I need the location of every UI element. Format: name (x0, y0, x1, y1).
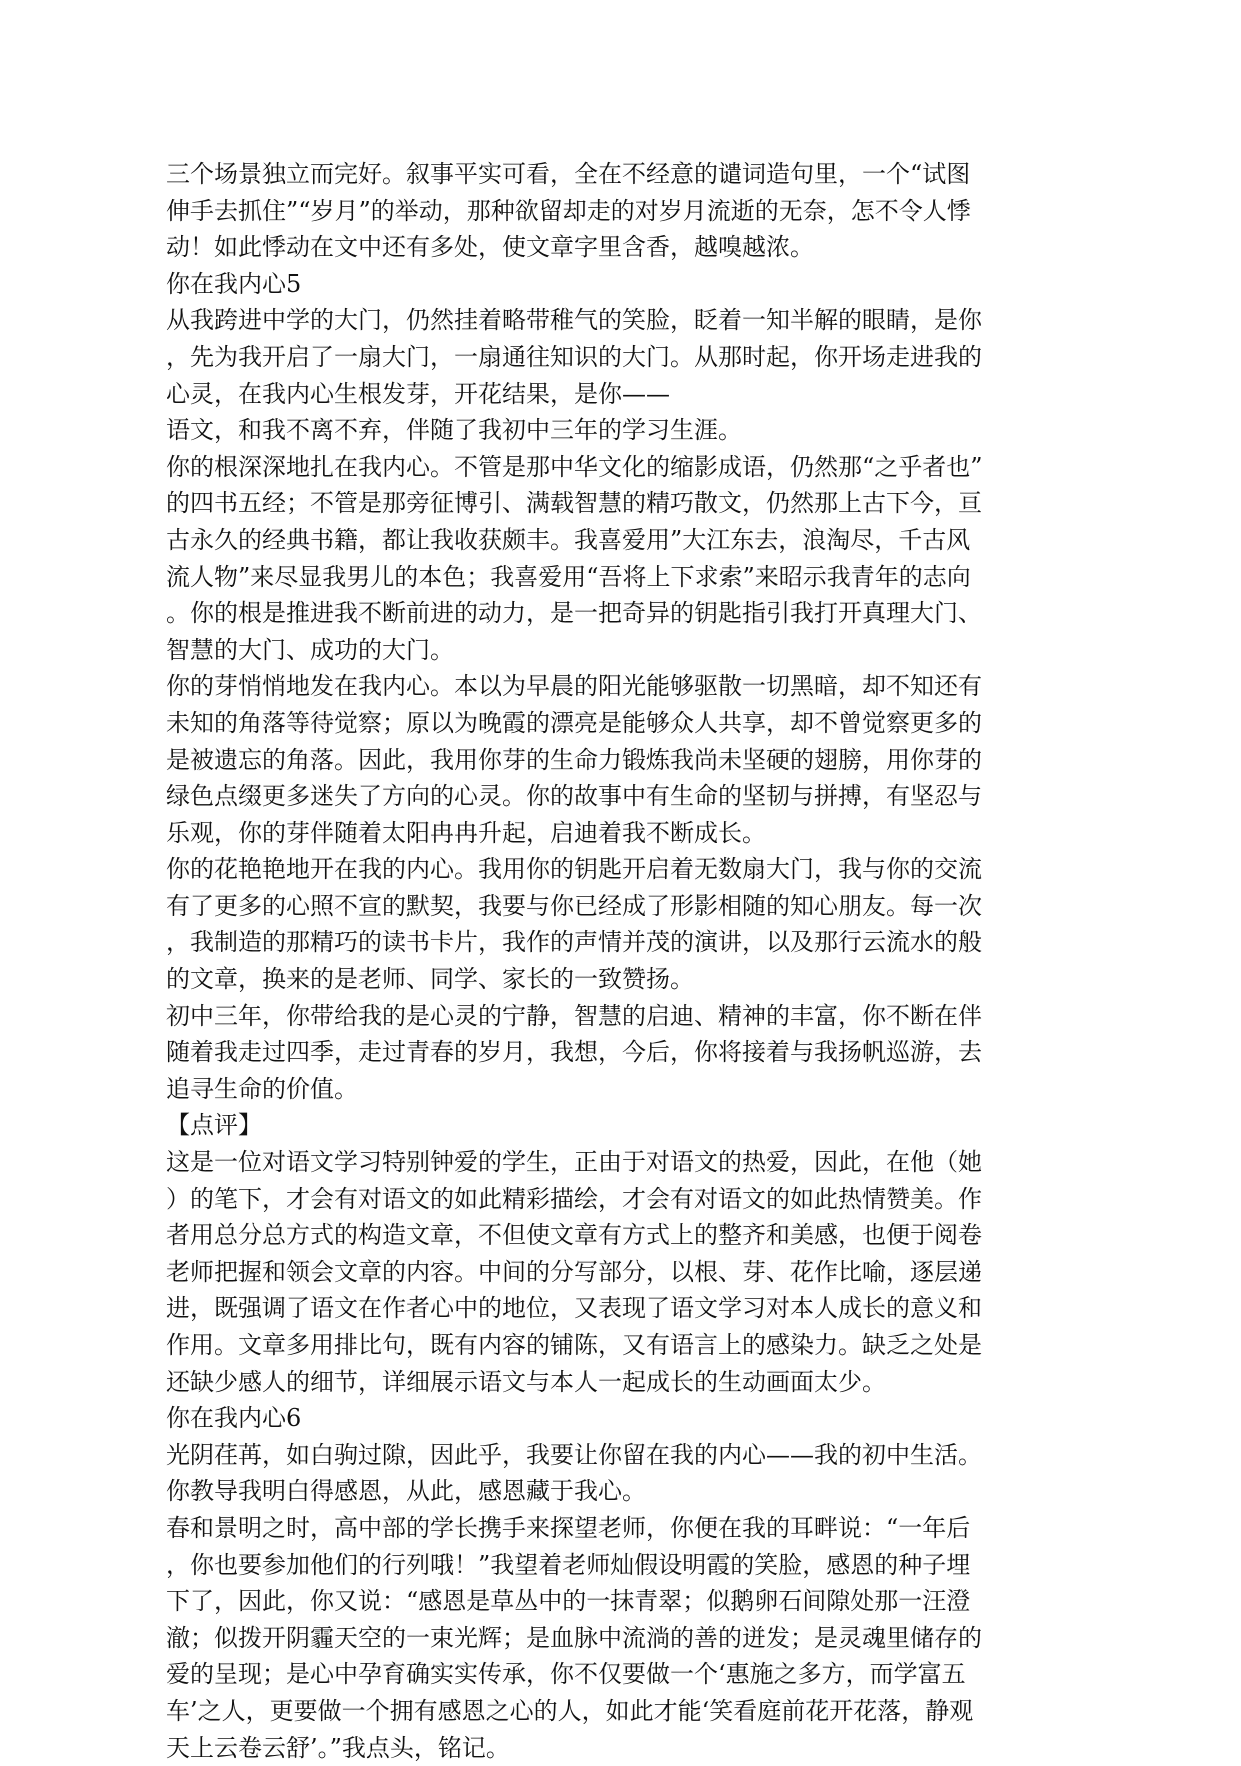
section-heading: 你在我内心6 (166, 1404, 302, 1433)
text-line: 天上云卷云舒’。”我点头，铭记。 (166, 1733, 510, 1762)
text-line: 进，既强调了语文在作者心中的地位，又表现了语文学习对本人成长的意义和 (166, 1294, 982, 1323)
text-line: 的四书五经；不管是那旁征博引、满载智慧的精巧散文，仍然那上古下今，亘 (166, 489, 982, 518)
text-line: ，我制造的那精巧的读书卡片，我作的声情并茂的演讲，以及那行云流水的般 (166, 928, 982, 957)
text-line: 的文章，换来的是老师、同学、家长的一致赞扬。 (166, 965, 694, 994)
text-line: 是被遗忘的角落。因此，我用你芽的生命力锻炼我尚未坚硬的翅膀，用你芽的 (166, 745, 982, 774)
text-line: 这是一位对语文学习特别钟爱的学生，正由于对语文的热爱，因此，在他（她 (166, 1148, 982, 1177)
text-line: 追寻生命的价值。 (166, 1074, 358, 1103)
text-line: 智慧的大门、成功的大门。 (166, 635, 454, 664)
section-heading: 你在我内心5 (166, 269, 302, 298)
text-line: ）的笔下，才会有对语文的如此精彩描绘，才会有对语文的如此热情赞美。作 (166, 1184, 982, 1213)
text-line: 你教导我明白得感恩，从此，感恩藏于我心。 (166, 1477, 646, 1506)
text-line: 流人物”来尽显我男儿的本色；我喜爱用“吾将上下求索”来昭示我青年的志向 (166, 562, 971, 591)
text-line: 老师把握和领会文章的内容。中间的分写部分，以根、芽、花作比喻，逐层递 (166, 1257, 982, 1286)
text-line: 从我跨进中学的大门，仍然挂着略带稚气的笑脸，眨着一知半解的眼睛，是你 (166, 306, 982, 335)
text-line: ，你也要参加他们的行列哦！”我望着老师灿假设明霞的笑脸，感恩的种子埋 (166, 1550, 971, 1579)
text-line: 车’之人，更要做一个拥有感恩之心的人，如此才能‘笑看庭前花开花落，静观 (166, 1696, 974, 1725)
text-line: 初中三年，你带给我的是心灵的宁静，智慧的启迪、精神的丰富，你不断在伴 (166, 1001, 982, 1030)
text-line: 有了更多的心照不宣的默契，我要与你已经成了形影相随的知心朋友。每一次 (166, 891, 982, 920)
text-line: 者用总分总方式的构造文章，不但使文章有方式上的整齐和美感，也便于阅卷 (166, 1221, 982, 1250)
text-line: 你的芽悄悄地发在我内心。本以为早晨的阳光能够驱散一切黑暗，却不知还有 (166, 672, 982, 701)
text-line: 还缺少感人的细节，详细展示语文与本人一起成长的生动画面太少。 (166, 1367, 886, 1396)
text-line: ，先为我开启了一扇大门，一扇通往知识的大门。从那时起，你开场走进我的 (166, 342, 982, 371)
comment-heading: 【点评】 (166, 1111, 262, 1140)
text-line: 未知的角落等待觉察；原以为晚霞的漂亮是能够众人共享，却不曾觉察更多的 (166, 708, 982, 737)
text-line: 作用。文章多用排比句，既有内容的铺陈，又有语言上的感染力。缺乏之处是 (166, 1331, 982, 1359)
text-line: 乐观，你的芽伴随着太阳冉冉升起，启迪着我不断成长。 (166, 818, 766, 847)
text-line: 澈；似拨开阴霾天空的一束光辉；是血脉中流淌的善的迸发；是灵魂里储存的 (166, 1623, 982, 1652)
text-line: 光阴荏苒，如白驹过隙，因此乎，我要让你留在我的内心——我的初中生活。 (166, 1440, 982, 1469)
text-line: 动！如此悸动在文中还有多处，使文章字里含香，越嗅越浓。 (166, 233, 814, 262)
text-line: 爱的呈现；是心中孕育确实实传承，你不仅要做一个‘惠施之多方，而学富五 (166, 1660, 966, 1689)
text-line: 三个场景独立而完好。叙事平实可看，全在不经意的谴词造句里，一个“试图 (166, 160, 971, 188)
text-line: 春和景明之时，高中部的学长携手来探望老师，你便在我的耳畔说：“一年后 (166, 1513, 971, 1542)
text-line: 你的花艳艳地开在我的内心。我用你的钥匙开启着无数扇大门，我与你的交流 (166, 855, 982, 884)
text-line: 伸手去抓住”“岁月”的举动，那种欲留却走的对岁月流逝的无奈，怎不令人悸 (166, 196, 971, 225)
text-line: 你的根深深地扎在我内心。不管是那中华文化的缩影成语，仍然那“之乎者也” (166, 452, 983, 481)
text-line: 。你的根是推进我不断前进的动力，是一把奇异的钥匙指引我打开真理大门、 (166, 599, 982, 628)
text-line: 语文，和我不离不弃，伴随了我初中三年的学习生涯。 (166, 416, 742, 445)
text-line: 下了，因此，你又说：“感恩是草丛中的一抹青翠；似鹅卵石间隙处那一汪澄 (166, 1587, 971, 1616)
text-line: 随着我走过四季，走过青春的岁月，我想，今后，你将接着与我扬帆巡游，去 (166, 1038, 982, 1067)
text-line: 心灵，在我内心生根发芽，开花结果，是你—— (166, 379, 670, 408)
text-line: 古永久的经典书籍，都让我收获颇丰。我喜爱用”大江东去，浪淘尽，千古风 (166, 525, 971, 554)
document-page (166, 156, 1066, 1766)
text-line: 绿色点缀更多迷失了方向的心灵。你的故事中有生命的坚韧与拼搏，有坚忍与 (166, 782, 982, 811)
